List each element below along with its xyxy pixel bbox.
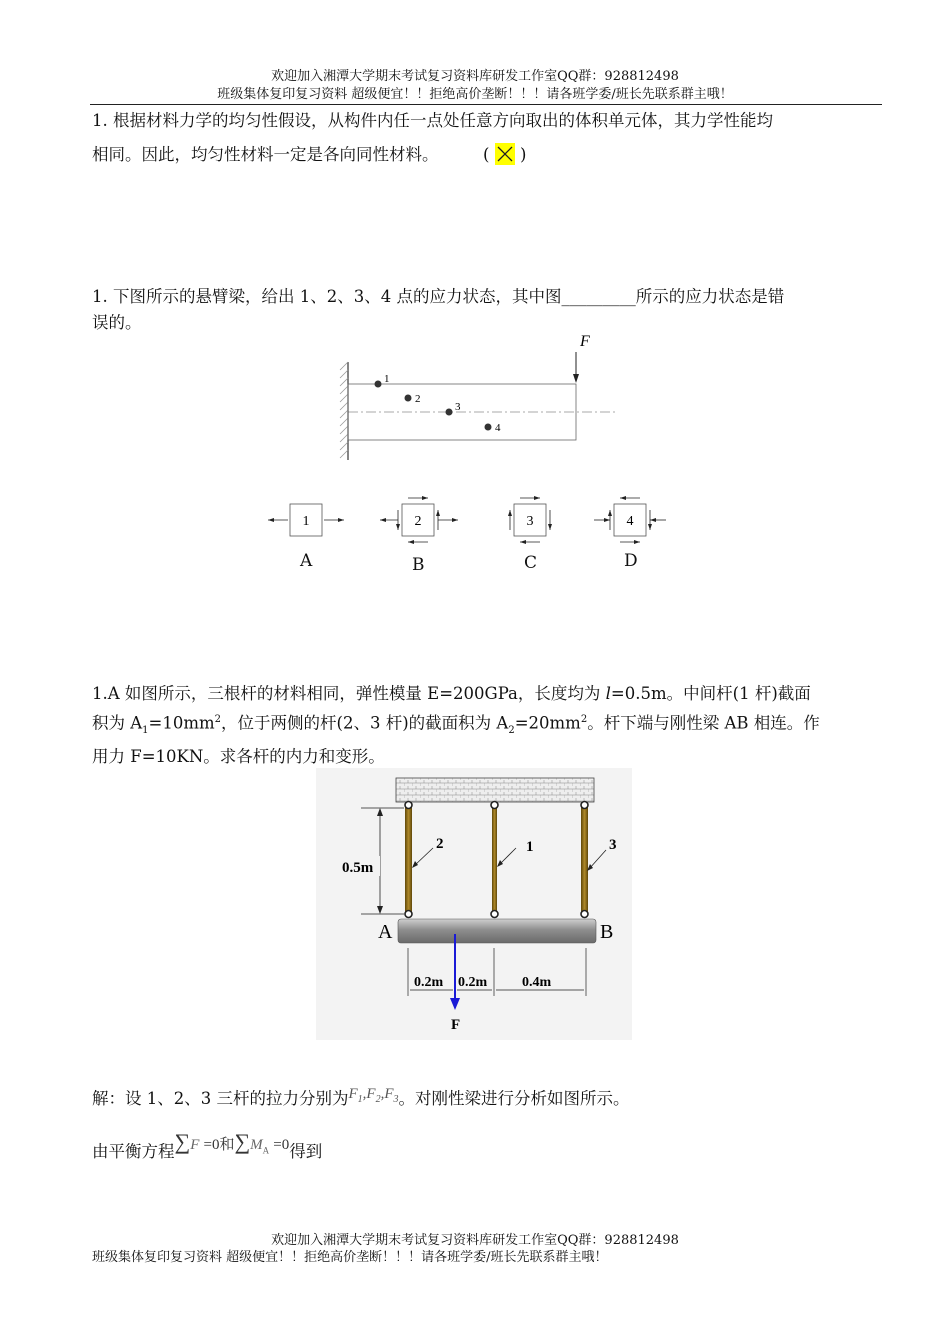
q1-statement: 相同。因此，均匀性材料一定是各向同性材料。 bbox=[92, 145, 439, 164]
applied-force-label: F bbox=[451, 1017, 461, 1033]
question-3 bbox=[92, 681, 884, 770]
option-a-number: 1 bbox=[302, 514, 310, 529]
header-line-1: 欢迎加入湘潭大学期末考试复习资料库研发工作室QQ群：928812498 bbox=[271, 69, 679, 84]
q1-line-2 bbox=[92, 142, 884, 168]
option-c-number: 3 bbox=[526, 514, 534, 529]
rod-1 bbox=[492, 806, 497, 912]
q2-line-1: 1. 下图所示的悬臂梁，给出 1、2、3、4 点的应力状态，其中图_________所示的应力状态是错 bbox=[92, 287, 785, 306]
footer-line-1: 欢迎加入湘潭大学期末考试复习资料库研发工作室QQ群：928812498 bbox=[271, 1233, 679, 1248]
ceiling-support bbox=[396, 778, 594, 802]
header-line-2: 班级集体复印复习资料 超级便宜！！拒绝高价垄断！！！请各班学委/班长先联系群主哦！ bbox=[217, 87, 733, 102]
q1-answer-cross-icon bbox=[495, 143, 515, 165]
point-3 bbox=[446, 409, 453, 416]
three-rod-figure bbox=[316, 768, 632, 1040]
dim-label-3: 0.4m bbox=[522, 975, 552, 990]
dim-label-1: 0.2m bbox=[414, 975, 444, 990]
option-d-number: 4 bbox=[626, 514, 634, 529]
q3-line-3: 用力 F=10KN。求各杆的内力和变形。 bbox=[92, 746, 385, 766]
option-a-label: A bbox=[300, 551, 313, 571]
cantilever-beam-figure bbox=[330, 330, 630, 470]
q1-line-1: 1. 根据材料力学的均匀性假设，从构件内任一点处任意方向取出的体积单元体，其力学性能均 bbox=[92, 111, 773, 130]
rod-1-label: 1 bbox=[526, 839, 534, 855]
header-rule bbox=[90, 104, 882, 105]
point-2 bbox=[405, 395, 412, 402]
option-d-element bbox=[594, 496, 666, 544]
rod-3 bbox=[581, 806, 588, 912]
option-c-label: C bbox=[524, 553, 538, 573]
q2-line-2: 误的。 bbox=[92, 313, 142, 332]
stress-state-options bbox=[260, 490, 680, 550]
end-b-label: B bbox=[600, 921, 614, 943]
option-d-label: D bbox=[624, 551, 638, 571]
solution-line-1: 解：设 1、2、3 三杆的拉力分别为$F_1,F_2,F_3$。对刚性梁进行分析如图所示。 bbox=[92, 1086, 630, 1108]
force-arrow-head bbox=[573, 374, 579, 383]
question-2 bbox=[92, 284, 884, 336]
force-label: F bbox=[580, 333, 590, 350]
rigid-beam bbox=[398, 919, 596, 943]
rod-3-label: 3 bbox=[609, 837, 617, 853]
point-1 bbox=[375, 381, 382, 388]
point-2-label: 2 bbox=[415, 393, 421, 405]
point-4-label: 4 bbox=[495, 422, 501, 434]
q1-paren-close: ) bbox=[519, 145, 527, 164]
dim-label-2: 0.2m bbox=[458, 975, 488, 990]
option-b-label: B bbox=[412, 555, 425, 575]
question-1 bbox=[92, 108, 884, 168]
q1-paren-open: ( bbox=[483, 145, 490, 164]
height-label: 0.5m bbox=[342, 860, 374, 876]
option-a-element bbox=[268, 504, 344, 536]
end-a-label: A bbox=[378, 921, 393, 943]
footer-line-2: 班级集体复印复习资料 超级便宜！！拒绝高价垄断！！！请各班学委/班长先联系群主哦！ bbox=[92, 1250, 608, 1265]
q3-line-2: 积为 $A_1=10mm^2$，位于两侧的杆(2、3 杆)的截面积为 $A_2=20mm^2$。杆下端与刚性梁 AB 相连。作 bbox=[92, 713, 820, 736]
option-b-number: 2 bbox=[414, 514, 422, 529]
point-4 bbox=[485, 424, 492, 431]
option-b-element bbox=[380, 496, 458, 544]
rod-2-label: 2 bbox=[436, 836, 444, 852]
solution-line-2: 由平衡方程∑F =0和$\sum M_A =0$得到 bbox=[92, 1129, 323, 1161]
wall-hatch bbox=[340, 362, 348, 458]
rod-2 bbox=[405, 806, 412, 912]
q3-line-1: 1.A 如图所示，三根杆的材料相同，弹性模量 E=200GPa，长度均为 l=0.5m。中间杆(1 杆)截面 bbox=[92, 684, 811, 703]
point-3-label: 3 bbox=[455, 401, 461, 413]
point-1-label: 1 bbox=[384, 373, 390, 385]
option-c-element bbox=[508, 496, 552, 544]
